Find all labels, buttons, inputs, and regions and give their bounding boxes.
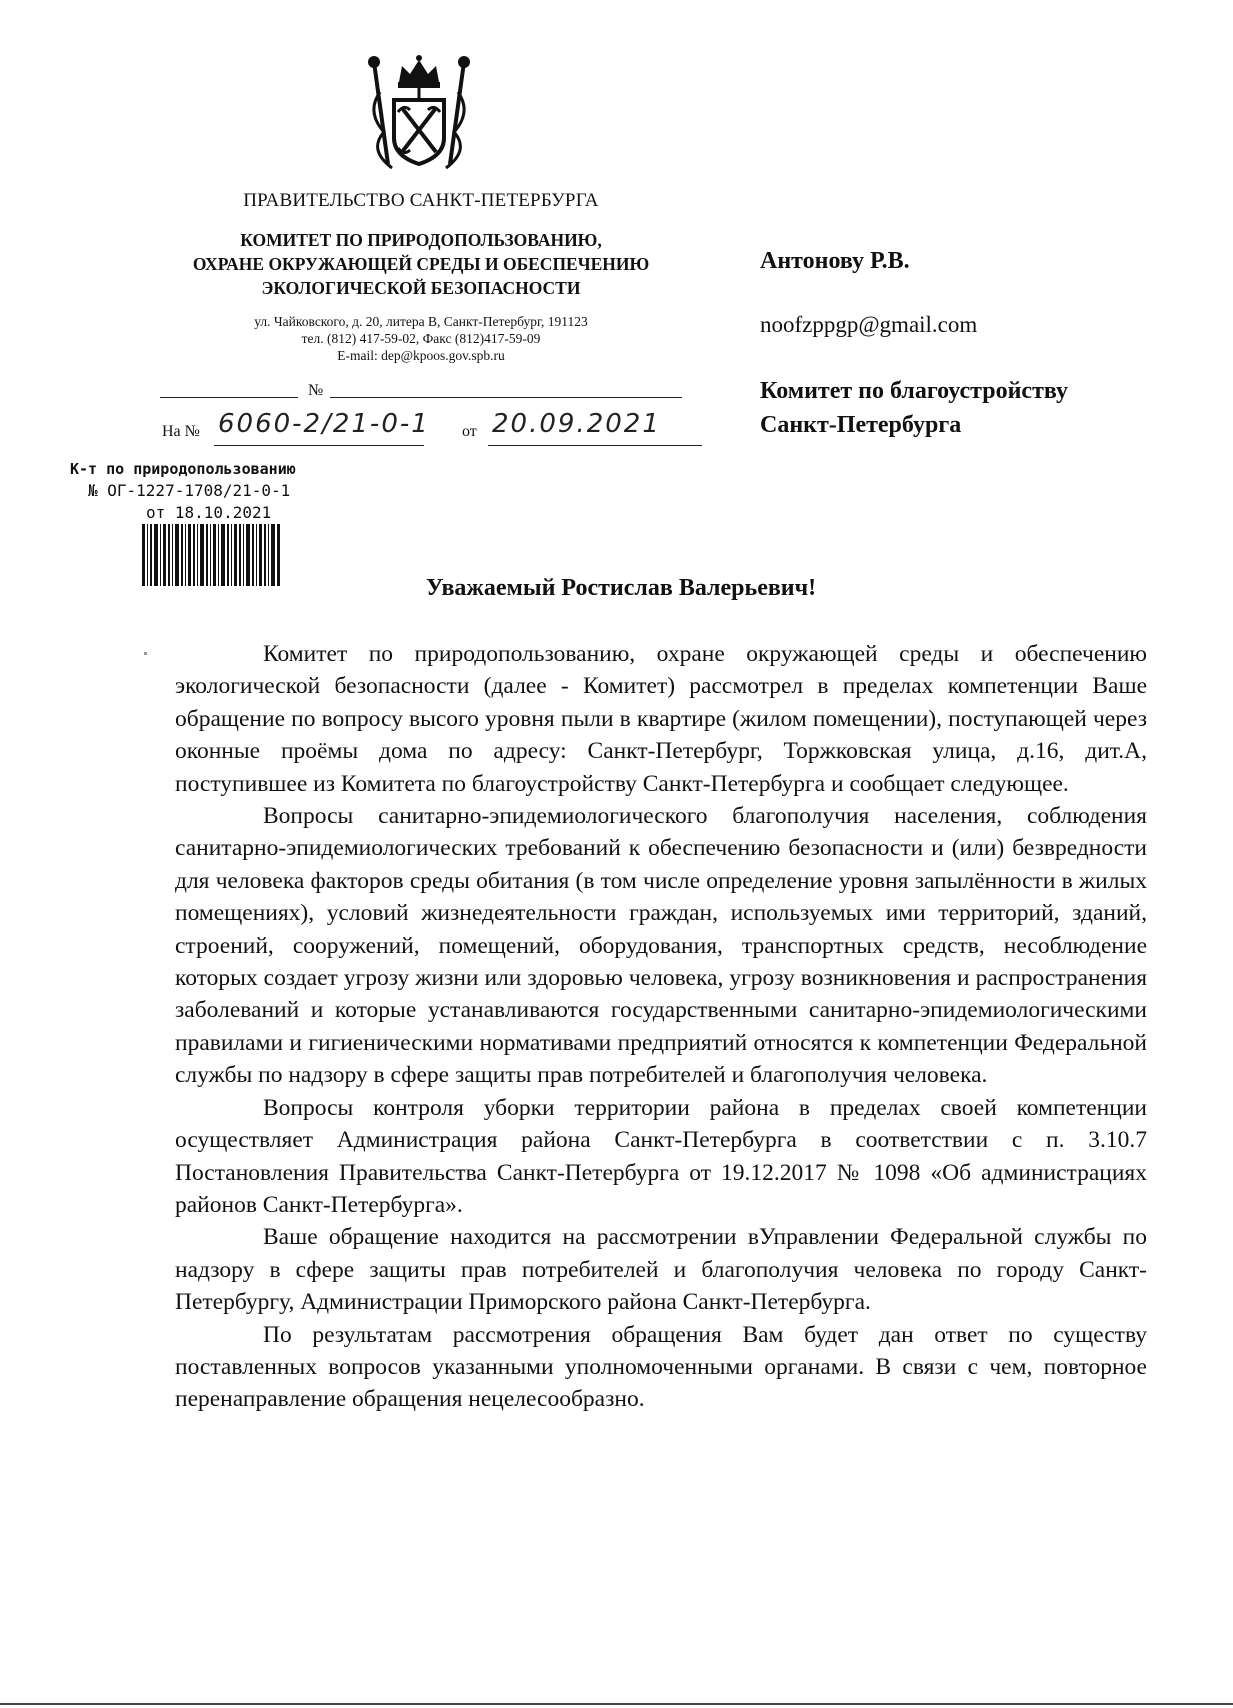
outgoing-number-sign: № [308,382,324,399]
committee-address: ул. Чайковского, д. 20, литера В, Санкт-Петербург, 191123 [254,314,588,329]
recipient-org-line: Санкт-Петербурга [760,412,962,438]
reply-number-line [214,445,424,446]
reply-date-handwritten: 20.09.2021 [492,409,661,439]
committee-name [140,228,702,300]
recipient-name: Антонову Р.В. [760,248,910,274]
committee-email: E-mail: dep@kpoos.gov.spb.ru [337,348,505,363]
committee-line: ОХРАНЕ ОКРУЖАЮЩЕЙ СРЕДЫ И ОБЕСПЕЧЕНИЮ [192,254,650,274]
committee-contacts [140,313,702,364]
greeting: Уважаемый Ростислав Валерьевич! [425,575,817,601]
stamp-date: от 18.10.2021 [146,503,272,522]
letter-body [175,638,1147,1416]
recipient-email: noofzppgp@gmail.com [760,312,978,337]
outgoing-date-line [160,397,298,398]
stamp-number: № ОГ-1227-1708/21-0-1 [88,481,291,500]
committee-phones: тел. (812) 417-59-02, Факс (812)417-59-09 [301,331,541,346]
reply-from-label: от [462,423,477,440]
registration-stamp [70,458,296,524]
government-title: ПРАВИТЕЛЬСТВО САНКТ-ПЕТЕРБУРГА [243,190,599,211]
reply-date-line [488,445,702,446]
body-paragraph: Комитет по природопользованию, охране окружающей среды и обеспечению экологической безопасности (далее - Комитет) рассмотрел в пределах компетенции Ваше обращение по вопросу высого уровня пыли в квартире (жилом помещении), поступающей через оконные проёмы дома по адресу: Санкт-Петербург, Торжковская улица, д.16, дит.А, поступившее из Комитета по благоустройству Санкт-Петербурга и сообщает следующее. [175,641,1147,797]
recipient-org-line: Комитет по благоустройству [760,378,1068,404]
page-bottom-edge [0,1703,1233,1705]
body-paragraph: По результатам рассмотрения обращения Вам будет дан ответ по существу поставленных вопросов указанными уполномоченными органами. В связи с чем, повторное перенаправление обращения нецелесообразно. [175,1321,1147,1413]
scan-mark [144,652,147,655]
outgoing-number-line [330,397,682,398]
stamp-line: К-т по природопользованию [70,460,296,478]
committee-line: ЭКОЛОГИЧЕСКОЙ БЕЗОПАСНОСТИ [261,278,581,298]
committee-line: КОМИТЕТ ПО ПРИРОДОПОЛЬЗОВАНИЮ, [240,230,602,250]
reply-reference [162,409,702,447]
reply-prefix: На № [162,423,200,440]
coat-of-arms-emblem [354,52,484,174]
body-paragraph: Вопросы контроля уборки территории района в пределах своей компетенции осуществляет Администрация района Санкт-Петербурга в соответствии с п. 3.10.7 Постановления Правительства Санкт-Петербурга от 19.12.2017 № 1098 «Об администрациях районов Санкт-Петербурга». [175,1094,1147,1218]
body-paragraph: Ваше обращение находится на рассмотрении вУправлении Федеральной службы по надзору в сфере защиты прав потребителей и благополучия человека по городу Санкт-Петербургу, Администрации Приморского района Санкт-Петербурга. [175,1224,1147,1316]
body-paragraph: Вопросы санитарно-эпидемиологического благополучия населения, соблюдения санитарно-эпидемиологических требований к обеспечению безопасности и (или) безвредности для человека факторов среды обитания (в том числе определение уровня запылённости в жилых помещениях), условий жизнедеятельности граждан, используемых ими территорий, зданий, строений, сооружений, помещений, оборудования, транспортных средств, несоблюдение которых создает угрозу жизни или здоровью человека, угрозу возникновения и распространения заболеваний и которые устанавливаются государственными санитарно-эпидемиологическими правилами и гигиеническими нормативами предприятий относятся к компетенции Федеральной службы по надзору в сфере защиты прав потребителей и благополучия человека. [175,803,1147,1089]
reply-number-handwritten: 6060-2/21-0-1 [218,409,430,439]
recipient-organization [760,374,1068,442]
